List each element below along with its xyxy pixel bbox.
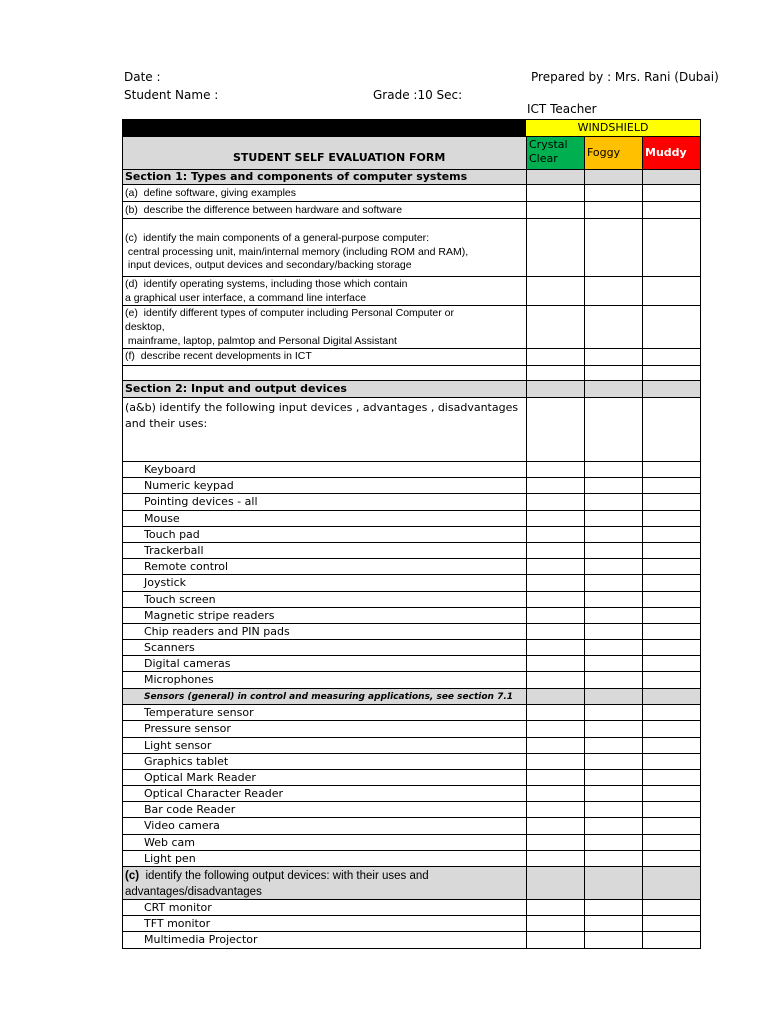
- crystal-clear-cell[interactable]: [526, 462, 584, 477]
- row-description: [123, 754, 526, 769]
- crystal-clear-cell[interactable]: [526, 916, 584, 931]
- muddy-cell[interactable]: [642, 349, 700, 365]
- device-row: [122, 916, 701, 932]
- row-description: [123, 462, 526, 477]
- row-description: [123, 851, 526, 866]
- section1-header: [122, 170, 701, 185]
- foggy-cell[interactable]: [584, 624, 642, 639]
- device-label: Touch screen: [144, 592, 216, 606]
- row-description: [123, 835, 526, 850]
- device-row: [122, 592, 701, 608]
- header-black-bar: [122, 119, 525, 137]
- crystal-clear-cell[interactable]: [526, 381, 584, 397]
- evaluation-table: [122, 170, 701, 949]
- crystal-clear-cell[interactable]: [526, 608, 584, 623]
- foggy-cell[interactable]: [584, 835, 642, 850]
- form-title-row: [122, 137, 701, 170]
- device-label: Digital cameras: [144, 657, 231, 671]
- device-label: Light pen: [144, 851, 196, 865]
- crystal-clear-cell[interactable]: [526, 721, 584, 736]
- foggy-cell[interactable]: [584, 277, 642, 305]
- col-foggy-label: Foggy: [587, 146, 621, 159]
- muddy-cell[interactable]: [642, 398, 700, 461]
- muddy-cell[interactable]: [642, 802, 700, 817]
- device-row: [122, 527, 701, 543]
- muddy-cell[interactable]: [642, 462, 700, 477]
- row-description: [123, 185, 526, 201]
- device-label: Chip readers and PIN pads: [144, 624, 290, 638]
- crystal-clear-cell[interactable]: [526, 349, 584, 365]
- row-description: [123, 802, 526, 817]
- muddy-cell[interactable]: [642, 527, 700, 542]
- muddy-cell[interactable]: [642, 306, 700, 348]
- foggy-cell[interactable]: [584, 770, 642, 785]
- table-row: [122, 349, 701, 366]
- section2-header: [122, 381, 701, 398]
- muddy-cell[interactable]: [642, 932, 700, 947]
- col-foggy: [584, 137, 642, 169]
- row-description: [123, 608, 526, 623]
- device-row: [122, 802, 701, 818]
- muddy-cell[interactable]: [642, 494, 700, 509]
- row-description: [123, 575, 526, 590]
- device-row: [122, 851, 701, 867]
- foggy-cell[interactable]: [584, 306, 642, 348]
- device-label: Touch pad: [144, 527, 200, 541]
- foggy-cell[interactable]: [584, 366, 642, 380]
- row-description: [123, 349, 526, 365]
- row-description: [123, 705, 526, 720]
- row-description: [123, 527, 526, 542]
- row-description: [123, 592, 526, 607]
- row-description: [123, 170, 526, 184]
- muddy-cell[interactable]: [642, 185, 700, 201]
- device-label: Video camera: [144, 819, 220, 833]
- device-label: Multimedia Projector: [144, 933, 258, 947]
- muddy-cell[interactable]: [642, 277, 700, 305]
- table-row: [122, 219, 701, 277]
- row-description: [123, 494, 526, 509]
- foggy-cell[interactable]: [584, 689, 642, 705]
- section2-title: Section 2: Input and output devices: [125, 382, 347, 395]
- crystal-clear-cell[interactable]: [526, 656, 584, 671]
- foggy-cell[interactable]: [584, 478, 642, 493]
- windshield-label: WINDSHIELD: [577, 121, 649, 134]
- foggy-cell[interactable]: [584, 802, 642, 817]
- item-ab: (a&b) identify the following input devices , advantages , disadvantages and their uses:: [125, 401, 519, 430]
- muddy-cell[interactable]: [642, 738, 700, 753]
- muddy-cell[interactable]: [642, 754, 700, 769]
- muddy-cell[interactable]: [642, 851, 700, 866]
- crystal-clear-cell[interactable]: [526, 543, 584, 558]
- sensors-note: Sensors (general) in control and measuring applications, see section 7.1: [144, 691, 514, 702]
- muddy-cell[interactable]: [642, 640, 700, 655]
- crystal-clear-cell[interactable]: [526, 640, 584, 655]
- crystal-clear-cell[interactable]: [526, 802, 584, 817]
- crystal-clear-cell[interactable]: [526, 511, 584, 526]
- crystal-clear-cell[interactable]: [526, 786, 584, 801]
- output-c-prefix: (c): [125, 870, 140, 882]
- foggy-cell[interactable]: [584, 349, 642, 365]
- table-row: [122, 185, 701, 202]
- device-row: [122, 835, 701, 851]
- row-description: [123, 398, 526, 461]
- foggy-cell[interactable]: [584, 608, 642, 623]
- device-label: Web cam: [144, 835, 195, 849]
- foggy-cell[interactable]: [584, 185, 642, 201]
- muddy-cell[interactable]: [642, 624, 700, 639]
- section1-title: Section 1: Types and components of computer systems: [125, 170, 468, 183]
- device-label: Light sensor: [144, 738, 212, 752]
- sensors-row: [122, 689, 701, 706]
- crystal-clear-cell[interactable]: [526, 277, 584, 305]
- item-a: (a) define software, giving examples: [125, 187, 296, 199]
- device-row: [122, 656, 701, 672]
- muddy-cell[interactable]: [642, 592, 700, 607]
- row-description: [123, 656, 526, 671]
- col-crystal-clear-label: Crystal Clear: [529, 138, 568, 165]
- muddy-cell[interactable]: [642, 721, 700, 736]
- foggy-cell[interactable]: [584, 202, 642, 218]
- device-row: [122, 511, 701, 527]
- muddy-cell[interactable]: [642, 770, 700, 785]
- foggy-cell[interactable]: [584, 381, 642, 397]
- foggy-cell[interactable]: [584, 786, 642, 801]
- muddy-cell[interactable]: [642, 219, 700, 276]
- foggy-cell[interactable]: [584, 543, 642, 558]
- foggy-cell[interactable]: [584, 592, 642, 607]
- muddy-cell[interactable]: [642, 202, 700, 218]
- crystal-clear-cell[interactable]: [526, 219, 584, 276]
- device-label: Bar code Reader: [144, 803, 236, 817]
- device-label: CRT monitor: [144, 901, 212, 914]
- crystal-clear-cell[interactable]: [526, 932, 584, 947]
- col-muddy: [642, 137, 700, 169]
- table-row: [122, 202, 701, 219]
- row-description: [123, 202, 526, 218]
- student-name-label: Student Name :: [124, 88, 219, 102]
- device-row: [122, 575, 701, 591]
- device-label: TFT monitor: [144, 917, 211, 931]
- muddy-cell[interactable]: [642, 900, 700, 915]
- device-label: Graphics tablet: [144, 754, 229, 768]
- foggy-cell[interactable]: [584, 462, 642, 477]
- device-row: [122, 721, 701, 737]
- date-label: Date :: [124, 70, 161, 84]
- device-label: Joystick: [144, 576, 187, 590]
- muddy-cell[interactable]: [642, 916, 700, 931]
- foggy-cell[interactable]: [584, 867, 642, 899]
- device-label: Temperature sensor: [144, 706, 254, 720]
- crystal-clear-cell[interactable]: [526, 559, 584, 574]
- row-description: [123, 277, 526, 305]
- device-row: [122, 559, 701, 575]
- row-description: [123, 932, 526, 947]
- foggy-cell[interactable]: [584, 754, 642, 769]
- device-label: Pressure sensor: [144, 722, 231, 736]
- foggy-cell[interactable]: [584, 916, 642, 931]
- crystal-clear-cell[interactable]: [526, 185, 584, 201]
- device-label: Optical Character Reader: [144, 787, 284, 801]
- row-description: [123, 900, 526, 915]
- crystal-clear-cell[interactable]: [526, 398, 584, 461]
- row-description: [123, 366, 526, 380]
- device-label: Numeric keypad: [144, 479, 234, 493]
- crystal-clear-cell[interactable]: [526, 202, 584, 218]
- muddy-cell[interactable]: [642, 559, 700, 574]
- device-label: Pointing devices - all: [144, 495, 258, 509]
- muddy-cell[interactable]: [642, 672, 700, 687]
- muddy-cell[interactable]: [642, 608, 700, 623]
- row-description: [123, 624, 526, 639]
- crystal-clear-cell[interactable]: [526, 770, 584, 785]
- item-ab-row: [122, 398, 701, 462]
- crystal-clear-cell[interactable]: [526, 705, 584, 720]
- output-c-text: (c) identify the following output devices: with their uses and advantages/disadvantages: [125, 870, 429, 898]
- device-row: [122, 738, 701, 754]
- device-label: Mouse: [144, 511, 180, 525]
- muddy-cell[interactable]: [642, 478, 700, 493]
- crystal-clear-cell[interactable]: [526, 689, 584, 705]
- device-row: [122, 624, 701, 640]
- foggy-cell[interactable]: [584, 932, 642, 947]
- muddy-cell[interactable]: [642, 366, 700, 380]
- muddy-cell[interactable]: [642, 381, 700, 397]
- foggy-cell[interactable]: [584, 656, 642, 671]
- row-description: [123, 818, 526, 833]
- crystal-clear-cell[interactable]: [526, 672, 584, 687]
- row-description: [123, 786, 526, 801]
- device-label: Remote control: [144, 560, 229, 574]
- foggy-cell[interactable]: [584, 398, 642, 461]
- device-row: [122, 818, 701, 834]
- crystal-clear-cell[interactable]: [526, 900, 584, 915]
- item-b: (b) describe the difference between hardware and software: [125, 204, 403, 216]
- muddy-cell[interactable]: [642, 575, 700, 590]
- foggy-cell[interactable]: [584, 900, 642, 915]
- item-f: (f) describe recent developments in ICT: [125, 350, 312, 362]
- row-description: [123, 478, 526, 493]
- foggy-cell[interactable]: [584, 170, 642, 184]
- device-row: [122, 770, 701, 786]
- windshield-header: [525, 119, 701, 137]
- form-title: STUDENT SELF EVALUATION FORM: [233, 151, 446, 164]
- device-row: [122, 608, 701, 624]
- table-row: [122, 306, 701, 349]
- row-description: [123, 543, 526, 558]
- prepared-by: Prepared by : Mrs. Rani (Dubai): [531, 70, 719, 84]
- row-description: [123, 559, 526, 574]
- crystal-clear-cell[interactable]: [526, 754, 584, 769]
- muddy-cell[interactable]: [642, 656, 700, 671]
- device-row: [122, 786, 701, 802]
- crystal-clear-cell[interactable]: [526, 170, 584, 184]
- crystal-clear-cell[interactable]: [526, 527, 584, 542]
- foggy-cell[interactable]: [584, 721, 642, 736]
- item-c-output-row: [122, 867, 701, 900]
- muddy-cell[interactable]: [642, 835, 700, 850]
- device-row: [122, 705, 701, 721]
- device-row: [122, 543, 701, 559]
- foggy-cell[interactable]: [584, 511, 642, 526]
- foggy-cell[interactable]: [584, 738, 642, 753]
- crystal-clear-cell[interactable]: [526, 624, 584, 639]
- crystal-clear-cell[interactable]: [526, 738, 584, 753]
- device-label: Microphones: [144, 673, 214, 687]
- item-d: (d) identify operating systems, including those which contain a graphical user interface, a command line interface: [125, 278, 408, 304]
- item-e: (e) identify different types of computer including Personal Computer or desktop, mainframe, laptop, palmtop and Personal Digital Assistant: [125, 307, 454, 347]
- grade-label: Grade :10 Sec:: [373, 88, 463, 102]
- crystal-clear-cell[interactable]: [526, 575, 584, 590]
- device-label: Keyboard: [144, 463, 196, 476]
- crystal-clear-cell[interactable]: [526, 478, 584, 493]
- row-description: [123, 689, 526, 705]
- foggy-cell[interactable]: [584, 640, 642, 655]
- muddy-cell[interactable]: [642, 786, 700, 801]
- teacher-title: ICT Teacher: [527, 102, 597, 116]
- muddy-cell[interactable]: [642, 867, 700, 899]
- row-description: [123, 770, 526, 785]
- device-label: Optical Mark Reader: [144, 770, 256, 784]
- row-description: [123, 219, 526, 276]
- device-row: [122, 754, 701, 770]
- crystal-clear-cell[interactable]: [526, 835, 584, 850]
- foggy-cell[interactable]: [584, 527, 642, 542]
- device-row: [122, 494, 701, 510]
- foggy-cell[interactable]: [584, 672, 642, 687]
- crystal-clear-cell[interactable]: [526, 366, 584, 380]
- device-row: [122, 462, 701, 478]
- crystal-clear-cell[interactable]: [526, 494, 584, 509]
- row-description: [123, 672, 526, 687]
- col-crystal-clear: [526, 137, 584, 169]
- device-label: Trackerball: [144, 543, 204, 557]
- device-label: Magnetic stripe readers: [144, 608, 275, 622]
- col-muddy-label: Muddy: [645, 146, 687, 159]
- foggy-cell[interactable]: [584, 559, 642, 574]
- muddy-cell[interactable]: [642, 818, 700, 833]
- device-label: Scanners: [144, 641, 195, 655]
- muddy-cell[interactable]: [642, 543, 700, 558]
- foggy-cell[interactable]: [584, 494, 642, 509]
- blank-row: [122, 366, 701, 381]
- crystal-clear-cell[interactable]: [526, 867, 584, 899]
- muddy-cell[interactable]: [642, 170, 700, 184]
- crystal-clear-cell[interactable]: [526, 818, 584, 833]
- foggy-cell[interactable]: [584, 219, 642, 276]
- foggy-cell[interactable]: [584, 705, 642, 720]
- item-c: (c) identify the main components of a general-purpose computer: central processing unit, main/internal memory (including ROM and RAM), input devices, output devices and secondary/backing storage: [125, 232, 469, 271]
- device-row: [122, 640, 701, 656]
- row-description: [123, 511, 526, 526]
- device-row: [122, 672, 701, 688]
- row-description: [123, 738, 526, 753]
- device-row: [122, 900, 701, 916]
- row-description: [123, 916, 526, 931]
- device-row: [122, 478, 701, 494]
- muddy-cell[interactable]: [642, 689, 700, 705]
- muddy-cell[interactable]: [642, 511, 700, 526]
- table-row: [122, 277, 701, 306]
- crystal-clear-cell[interactable]: [526, 306, 584, 348]
- row-description: [123, 640, 526, 655]
- device-row: [122, 932, 701, 948]
- row-description: [123, 867, 526, 899]
- row-description: [123, 306, 526, 348]
- foggy-cell[interactable]: [584, 575, 642, 590]
- muddy-cell[interactable]: [642, 705, 700, 720]
- crystal-clear-cell[interactable]: [526, 851, 584, 866]
- crystal-clear-cell[interactable]: [526, 592, 584, 607]
- row-description: [123, 381, 526, 397]
- foggy-cell[interactable]: [584, 851, 642, 866]
- row-description: [123, 721, 526, 736]
- foggy-cell[interactable]: [584, 818, 642, 833]
